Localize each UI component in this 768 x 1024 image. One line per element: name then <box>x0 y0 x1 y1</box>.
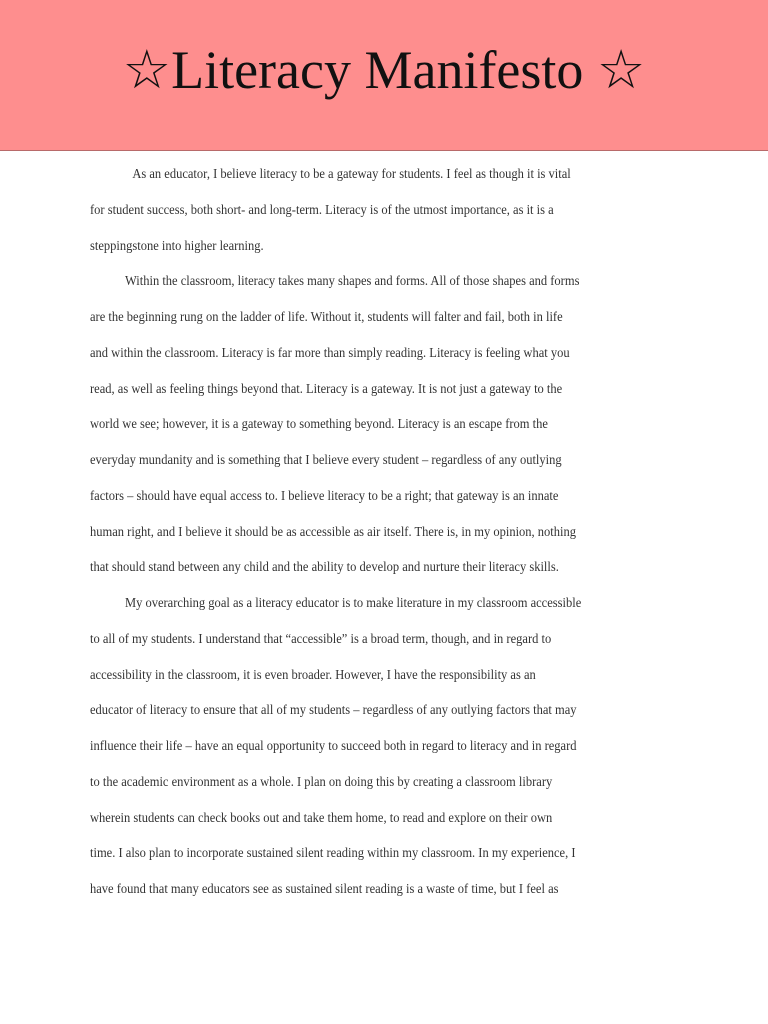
title-banner <box>0 0 768 151</box>
text-line: educator of literacy to ensure that all of my students – regardless of any outlying factors that may <box>90 702 577 718</box>
text-line: for student success, both short- and long-term. Literacy is of the utmost importance, as it is a <box>90 201 554 217</box>
page-title: ☆Literacy Manifesto ☆ <box>122 40 646 100</box>
text-line: My overarching goal as a literacy educator is to make literature in my classroom accessible <box>124 595 582 610</box>
text-line: have found that many educators see as sustained silent reading is a waste of time, but I feel as <box>90 881 559 896</box>
text-line: As an educator, I believe literacy to be a gateway for students. I feel as though it is vital <box>132 166 571 181</box>
text-line: everyday mundanity and is something that I believe every student – regardless of any outlying <box>90 452 562 467</box>
text-line: human right, and I believe it should be as accessible as air itself. There is, in my opinion, nothing <box>90 523 577 539</box>
text-line: steppingstone into higher learning. <box>90 237 264 253</box>
text-line: time. I also plan to incorporate sustained silent reading within my classroom. In my experience, I <box>90 845 576 861</box>
text-line: to all of my students. I understand that “accessible” is a broad term, though, and in regard to <box>90 630 552 646</box>
text-line: that should stand between any child and the ability to develop and nurture their literacy skills. <box>90 559 559 575</box>
text-line: Within the classroom, literacy takes many shapes and forms. All of those shapes and forms <box>124 273 580 289</box>
text-line: read, as well as feeling things beyond that. Literacy is a gateway. It is not just a gateway to the <box>90 380 563 396</box>
text-line: wherein students can check books out and take them home, to read and explore on their own <box>90 809 553 825</box>
text-line: accessibility in the classroom, it is even broader. However, I have the responsibility as an <box>90 666 536 682</box>
text-line: to the academic environment as a whole. I plan on doing this by creating a classroom library <box>90 773 553 789</box>
document-body <box>90 156 631 907</box>
text-line: factors – should have equal access to. I believe literacy to be a right; that gateway is an innate <box>90 487 559 503</box>
text-line: world we see; however, it is a gateway to something beyond. Literacy is an escape from the <box>90 416 548 432</box>
text-line: influence their life – have an equal opportunity to succeed both in regard to literacy and in regard <box>90 738 577 753</box>
text-line: and within the classroom. Literacy is far more than simply reading. Literacy is feeling what you <box>90 344 570 360</box>
text-line: are the beginning rung on the ladder of life. Without it, students will falter and fail, both in life <box>90 309 563 324</box>
